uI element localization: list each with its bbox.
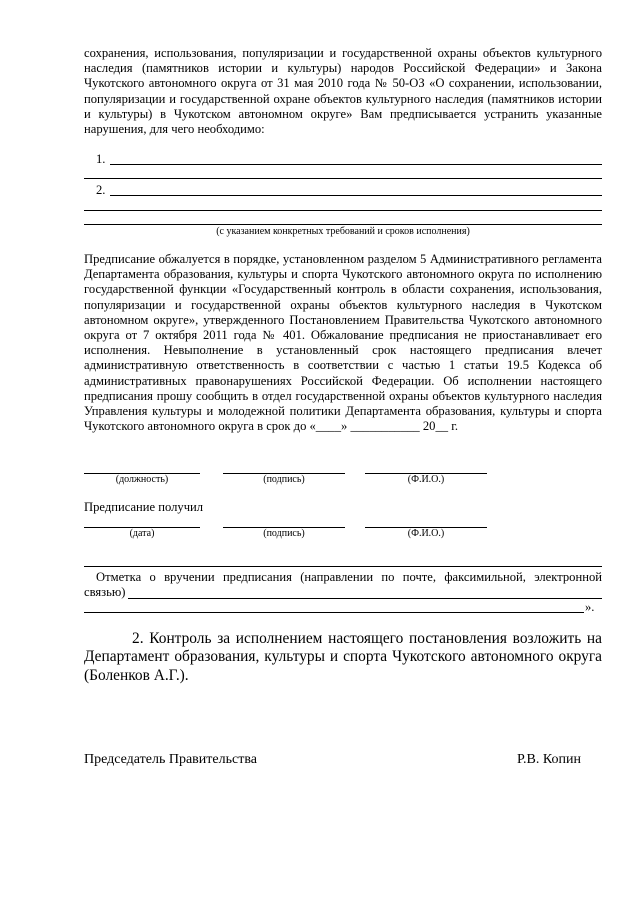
item-1-line (110, 164, 602, 165)
item-1-number: 1. (96, 152, 106, 166)
item-2-continuation-line (84, 210, 602, 211)
requirements-caption: (с указанием конкретных требований и сроков исполнения) (216, 226, 470, 237)
full-name-caption: (Ф.И.О.) (407, 474, 445, 485)
item-1-continuation-line (84, 178, 602, 179)
received-signature-caption: (подпись) (263, 528, 305, 539)
delivery-note-line-1: Отметка о вручении предписания (направлении по почте, факсимильной, электронной (96, 570, 602, 584)
delivery-note-line-2: связью) (84, 585, 126, 599)
control-paragraph: 2. Контроль за исполнением настоящего постановления возложить на Департамент образования, культуры и спорта Чукотского автономного округа (Боленков А.Г.). (84, 630, 602, 684)
appeal-paragraph: Предписание обжалуется в порядке, установленном разделом 5 Административного регламента Департамента образования, культуры и спорта Чукотского автономного округа по исполнению государственной функции «Государственный контроль в области сохранения, использования, популяризации и государственной охраны объектов культурного наследия в Чукотском автономном округе», утвержденного Постановлением Правительства Чукотского автономного округа от 7 октября 2011 года № 401. Обжалование предписания не приостанавливает его исполнения. Невыполнение в установленный срок настоящего предписания влечет административную ответственность в соответствии с частью 1 статьи 19.5 Кодекса об административных правонарушениях Российской Федерации. Об исполнении настоящего предписания прошу сообщить в отдел государственной охраны объектов культурного наследия Управления культуры и молодежной политики Департамента образования, культуры и спорта Чукотского автономного округа в срок до «____» ___________ 20__ г. (84, 252, 602, 434)
signature-caption: (подпись) (263, 474, 305, 485)
item-2-line (110, 195, 602, 196)
position-caption: (должность) (115, 474, 169, 485)
intro-paragraph: сохранения, использования, популяризации и государственной охраны объектов культурного наследия (памятников истории и культуры) народов Российской Федерации» и Закона Чукотского автономного округа от 31 мая 2010 года № 50-ОЗ «О сохранении, использовании, популяризации и государственной охране объектов культурного наследия (памятников истории и культуры) в Чукотском автономном округе» Вам предписывается устранить указанные нарушения, для чего необходимо: (84, 46, 602, 137)
delivery-line-1 (128, 598, 602, 599)
requirements-line (84, 224, 602, 225)
received-full-name-caption: (Ф.И.О.) (407, 528, 445, 539)
chairman-name: Р.В. Копин (517, 752, 581, 767)
received-date-caption: (дата) (129, 528, 155, 539)
chairman-title: Председатель Правительства (84, 752, 257, 767)
delivery-line-2 (84, 612, 584, 613)
delivery-top-line (84, 566, 602, 567)
received-label: Предписание получил (84, 500, 204, 514)
delivery-note-end: ». (585, 600, 595, 614)
item-2-number: 2. (96, 183, 106, 197)
